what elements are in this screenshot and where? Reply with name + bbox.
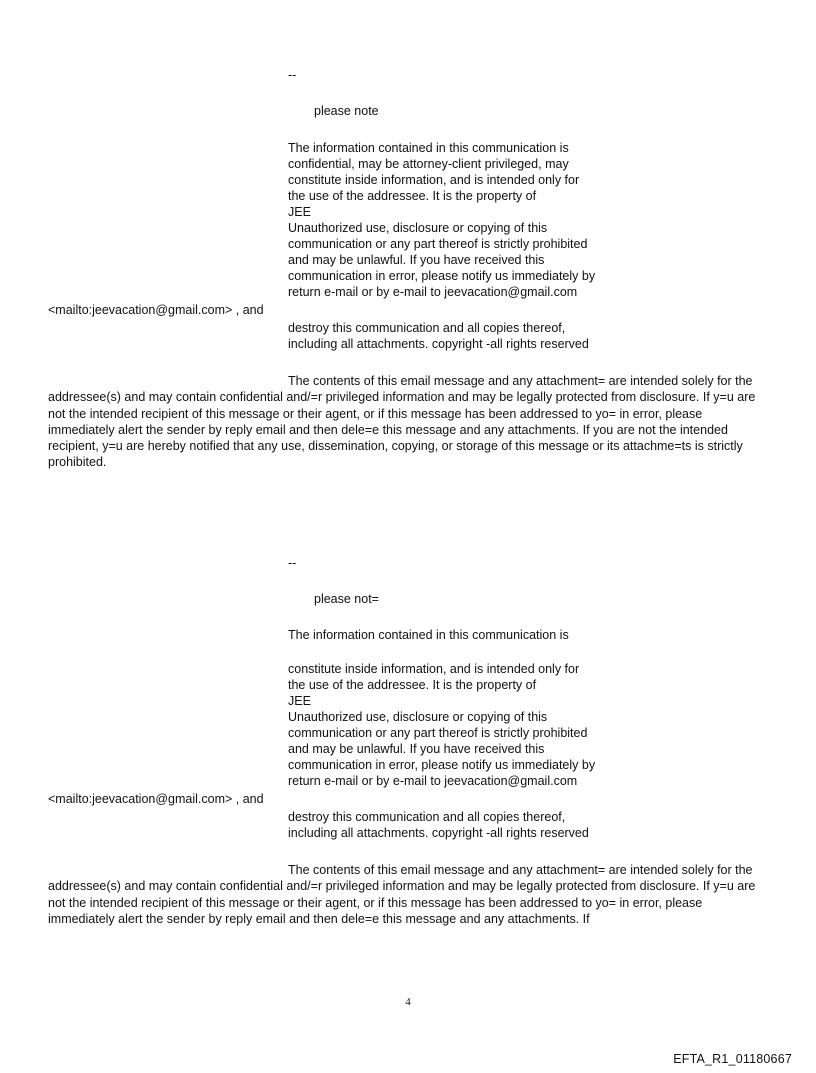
notice-line: confidential, may be attorney-client privileged, may [288, 157, 569, 171]
notice-line: destroy this communication and all copies thereof, [288, 810, 566, 824]
page-number: 4 [405, 996, 411, 1008]
notice-line: constitute inside information, and is intended only for [288, 173, 580, 187]
notice-line: The information contained in this communication is [288, 628, 569, 642]
separator-dash: -- [288, 556, 297, 570]
notice-line: and may be unlawful. If you have received this [288, 742, 545, 756]
notice-line: Unauthorized use, disclosure or copying of this [288, 710, 548, 724]
notice-line: JEE [288, 205, 311, 219]
notice-line: constitute inside information, and is intended only for [288, 662, 580, 676]
mailto-link[interactable]: <mailto:jeevacation@gmail.com> , and [48, 792, 264, 806]
notice-line: communication in error, please notify us immediately by [288, 269, 596, 283]
disclaimer-paragraph: The contents of this email message and any attachment= are intended solely for the addressee(s) and may contain confidential and/=r privileged information and may be legally protected from disclosure. If y=u are not the intended recipient of this message or their agent, or if this message has been addressed to yo= in error, please immediately alert the sender by reply email and then dele=e this message and any attachments. If [48, 863, 756, 926]
notice-line: return e-mail or by e-mail to jeevacation@gmail.com [288, 285, 578, 299]
notice-line: the use of the addressee. It is the property of [288, 189, 537, 203]
mailto-link[interactable]: <mailto:jeevacation@gmail.com> , and [48, 303, 264, 317]
notice-heading: please note [314, 104, 379, 118]
notice-line: communication in error, please notify us immediately by [288, 758, 596, 772]
notice-line: JEE [288, 694, 311, 708]
notice-line: communication or any part thereof is strictly prohibited [288, 237, 588, 251]
separator-dash: -- [288, 68, 297, 82]
notice-heading: please not= [314, 592, 379, 606]
notice-line: including all attachments. copyright -all rights reserved [288, 337, 589, 351]
notice-line: communication or any part thereof is strictly prohibited [288, 726, 588, 740]
notice-line: including all attachments. copyright -all rights reserved [288, 826, 589, 840]
notice-line: the use of the addressee. It is the property of [288, 678, 537, 692]
notice-line: destroy this communication and all copies thereof, [288, 321, 566, 335]
disclaimer-paragraph: The contents of this email message and any attachment= are intended solely for the addressee(s) and may contain confidential and/=r privileged information and may be legally protected from disclosure. If y=u are not the intended recipient of this message or their agent, or if this message has been addressed to yo= in error, please immediately alert the sender by reply email and then dele=e this message and any attachments. If you are not the intended recipient, y=u are hereby notified that any use, dissemination, copying, or storage of this message or its attachme=ts is strictly prohibited. [48, 374, 756, 470]
notice-line: and may be unlawful. If you have received this [288, 253, 545, 267]
document-id: EFTA_R1_01180667 [673, 1052, 792, 1066]
notice-line: return e-mail or by e-mail to jeevacation@gmail.com [288, 774, 578, 788]
notice-line: The information contained in this communication is [288, 141, 569, 155]
notice-line: Unauthorized use, disclosure or copying of this [288, 221, 548, 235]
